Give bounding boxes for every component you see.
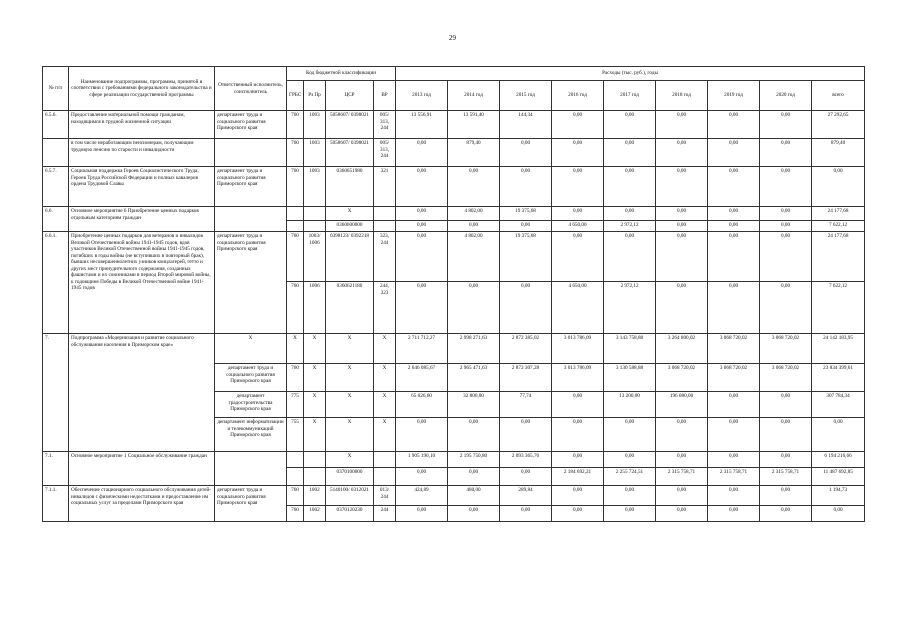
value-2016: 0,00 xyxy=(552,207,604,221)
value-2014: 879,40 xyxy=(448,139,500,167)
value-2019: 0,00 xyxy=(708,207,760,221)
value-total: 0,00 xyxy=(812,418,865,452)
row-csr: X xyxy=(326,418,374,452)
row-number: 6.5.7. xyxy=(43,167,69,207)
row-name: Основное мероприятие 6 Приобретение ценных подарков отдельным категориям граждан xyxy=(69,207,215,232)
header-expense-group: Расходы (тыс. руб.), годы xyxy=(396,67,865,81)
row-name: Подпрограмма «Модернизация и развитие социального обслуживания населения в Приморском крае» xyxy=(69,334,215,452)
header-year-2014: 2014 год xyxy=(448,81,500,111)
header-grbs: ГРБС xyxy=(287,81,304,111)
row-vr: X xyxy=(374,418,396,452)
value-2019: 0,00 xyxy=(708,452,760,468)
value-2017: 0,00 xyxy=(604,139,656,167)
value-2015: 0,00 xyxy=(500,506,552,522)
row-grbs: 760 xyxy=(287,139,304,167)
row-grbs: 755 xyxy=(287,418,304,452)
row-rzpr: 1006 xyxy=(304,282,326,334)
row-grbs: 775 xyxy=(287,392,304,418)
value-2020: 0,00 xyxy=(760,167,812,207)
row-executor xyxy=(215,207,287,232)
header-rzpr: Рз Пр xyxy=(304,81,326,111)
value-total: 7 622,12 xyxy=(812,282,865,334)
row-vr: 005/ 313, 244 xyxy=(374,139,396,167)
value-2020: 0,00 xyxy=(760,207,812,221)
value-total: 6 194 216,66 xyxy=(812,452,865,468)
value-2015: 2 872 385,02 xyxy=(500,334,552,364)
value-2019: 0,00 xyxy=(708,418,760,452)
row-csr: 0370120230 xyxy=(326,506,374,522)
value-2015: 0,00 xyxy=(500,468,552,486)
row-vr: X xyxy=(374,364,396,392)
row-grbs: 760 xyxy=(287,282,304,334)
row-vr: 323, 244 xyxy=(374,232,396,282)
value-2019: 2 315 758,71 xyxy=(708,468,760,486)
value-2018: 0,00 xyxy=(656,486,708,506)
value-2018: 0,00 xyxy=(656,207,708,221)
value-2018: 0,00 xyxy=(656,452,708,468)
value-total: 0,00 xyxy=(812,167,865,207)
header-year-2017: 2017 год xyxy=(604,81,656,111)
value-total: 24 177,68 xyxy=(812,207,865,221)
row-vr: 013/ 244 xyxy=(374,486,396,506)
value-2014: 2 965 471,63 xyxy=(448,364,500,392)
row-grbs: 760 xyxy=(287,364,304,392)
row-rzpr: 1003 xyxy=(304,139,326,167)
table-row xyxy=(43,452,865,468)
header-year-2013: 2013 год xyxy=(396,81,448,111)
value-total: 7 622,12 xyxy=(812,221,865,232)
value-2014: 4 802,00 xyxy=(448,207,500,221)
header-year-2016: 2016 год xyxy=(552,81,604,111)
row-rzpr: X xyxy=(304,392,326,418)
value-2015: 2 872 307,28 xyxy=(500,364,552,392)
value-2018: 0,00 xyxy=(656,282,708,334)
value-2013: 0,00 xyxy=(396,506,448,522)
row-number: 6.5.6. xyxy=(43,111,69,139)
row-number: 7. xyxy=(43,334,69,452)
row-grbs: X xyxy=(287,334,304,364)
value-2014: 0,00 xyxy=(448,167,500,207)
value-2019: 3 068 720,02 xyxy=(708,364,760,392)
value-2019: 0,00 xyxy=(708,111,760,139)
row-number: 6.6. xyxy=(43,207,69,232)
value-2020: 0,00 xyxy=(760,139,812,167)
value-2020: 0,00 xyxy=(760,221,812,232)
value-2018: 0,00 xyxy=(656,111,708,139)
header-vr: ВР xyxy=(374,81,396,111)
row-number: 7.1. xyxy=(43,452,69,486)
value-2016: 4 650,00 xyxy=(552,221,604,232)
row-csr: X xyxy=(326,364,374,392)
value-2017: 0,00 xyxy=(604,418,656,452)
row-executor: департамент труда и социального развития Приморского края xyxy=(215,232,287,282)
value-2020: 3 068 720,02 xyxy=(760,364,812,392)
value-2013: 0,00 xyxy=(396,207,448,221)
value-2020: 0,00 xyxy=(760,111,812,139)
value-2019: 0,00 xyxy=(708,232,760,282)
value-2017: 0,00 xyxy=(604,111,656,139)
row-csr: 0360600000 xyxy=(326,221,374,232)
row-name: Социальная поддержка Героев Социалистического Труда, Героев Труда Российской Федерации и полных кавалеров ордена Трудовой Славы xyxy=(69,167,215,207)
row-csr: 5140100/ 0312021 xyxy=(326,486,374,506)
row-name: Приобретение ценных подарков для ветеранов и инвалидов Великой Отечественной войны 1941-1945 годов, вдов участников Великой Отечественной войны 1941-1945 годов, погибших в годы войны (не вступивших в повторный брак), бывших несовершеннолетних узников концлагерей, гетто и других мест принудительного содержания, созданных фашистами и их союзниками в период Второй мировой войны, к годовщине Победы в Великой Отечественной войне 1941-1945 годов xyxy=(69,232,215,334)
value-2016: 0,00 xyxy=(552,167,604,207)
value-2013: 0,00 xyxy=(396,167,448,207)
value-2020: 0,00 xyxy=(760,282,812,334)
value-total: 307 784,34 xyxy=(812,392,865,418)
row-number xyxy=(43,139,69,167)
value-2017: 2 255 724,51 xyxy=(604,468,656,486)
value-2016: 0,00 xyxy=(552,418,604,452)
value-2013: 1 905 190,10 xyxy=(396,452,448,468)
value-2015: 0,00 xyxy=(500,282,552,334)
value-2015: 144,34 xyxy=(500,111,552,139)
value-2015: 0,00 xyxy=(500,167,552,207)
value-2014: 0,00 xyxy=(448,282,500,334)
row-rzpr: X xyxy=(304,334,326,364)
value-2015: 0,00 xyxy=(500,139,552,167)
row-grbs xyxy=(287,468,304,486)
row-rzpr xyxy=(304,468,326,486)
row-grbs xyxy=(287,452,304,468)
table-row xyxy=(43,167,865,207)
value-2017: 0,00 xyxy=(604,486,656,506)
value-2013: 424,89 xyxy=(396,486,448,506)
row-executor xyxy=(215,452,287,486)
table-row xyxy=(43,139,865,167)
value-2019: 0,00 xyxy=(708,282,760,334)
table-row xyxy=(43,232,865,282)
row-executor: департамент труда и социального развития Приморского края xyxy=(215,364,287,392)
header-year-2019: 2019 год xyxy=(708,81,760,111)
row-executor: департамент информатизации и телекоммуникаций Приморского края xyxy=(215,418,287,452)
value-2013: 65 626,60 xyxy=(396,392,448,418)
row-name: Основное мероприятие 1 Социальное обслуживание граждан xyxy=(69,452,215,486)
value-total: 24 177,68 xyxy=(812,232,865,282)
page-number: 29 xyxy=(449,34,456,42)
value-2017: 3 130 588,88 xyxy=(604,364,656,392)
header-csr: ЦСР xyxy=(326,81,374,111)
value-2013: 2 711 712,27 xyxy=(396,334,448,364)
table-row xyxy=(43,111,865,139)
value-2014: 480,00 xyxy=(448,486,500,506)
value-2016: 4 650,00 xyxy=(552,282,604,334)
value-2016: 0,00 xyxy=(552,506,604,522)
value-2018: 0,00 xyxy=(656,232,708,282)
row-vr xyxy=(374,207,396,221)
value-2013: 0,00 xyxy=(396,221,448,232)
row-vr: 321 xyxy=(374,167,396,207)
value-2013: 0,00 xyxy=(396,232,448,282)
value-2017: 0,00 xyxy=(604,506,656,522)
value-total: 0,00 xyxy=(812,506,865,522)
row-csr: 0398123/ 0392218 xyxy=(326,232,374,282)
row-csr: X xyxy=(326,207,374,221)
row-executor xyxy=(215,282,287,334)
value-2016: 0,00 xyxy=(552,232,604,282)
value-2019: 0,00 xyxy=(708,392,760,418)
value-2019: 0,00 xyxy=(708,139,760,167)
value-2017: 0,00 xyxy=(604,232,656,282)
value-2017: 3 143 758,88 xyxy=(604,334,656,364)
row-vr: 244 xyxy=(374,506,396,522)
row-rzpr: 1003/ 1006 xyxy=(304,232,326,282)
row-rzpr xyxy=(304,452,326,468)
value-2016: 0,00 xyxy=(552,392,604,418)
table-row xyxy=(43,486,865,506)
value-2014: 4 802,00 xyxy=(448,232,500,282)
value-2015: 19 375,68 xyxy=(500,207,552,221)
value-2018: 0,00 xyxy=(656,418,708,452)
value-2018: 196 080,00 xyxy=(656,392,708,418)
row-rzpr: X xyxy=(304,364,326,392)
row-csr: 0360621180 xyxy=(326,282,374,334)
value-2015: 2 093 365,76 xyxy=(500,452,552,468)
value-2016: 0,00 xyxy=(552,452,604,468)
row-grbs: 760 xyxy=(287,167,304,207)
value-2017: 2 972,12 xyxy=(604,221,656,232)
row-csr: 5058607/ 0398021 xyxy=(326,111,374,139)
row-csr: X xyxy=(326,334,374,364)
row-vr: 005/ 313, 244 xyxy=(374,111,396,139)
row-name: в том числе неработающим пенсионерам, получающим трудовую пенсию по старости и инвалидности xyxy=(69,139,215,167)
row-vr xyxy=(374,221,396,232)
value-2020: 0,00 xyxy=(760,452,812,468)
value-2020: 0,00 xyxy=(760,392,812,418)
row-executor: департамент труда и социального развития Приморского края xyxy=(215,111,287,139)
row-rzpr: X xyxy=(304,418,326,452)
row-csr: 0370100000 xyxy=(326,468,374,486)
value-2013: 13 556,91 xyxy=(396,111,448,139)
row-rzpr: 1003 xyxy=(304,167,326,207)
value-2019: 0,00 xyxy=(708,486,760,506)
value-2018: 3 068 720,02 xyxy=(656,364,708,392)
row-rzpr: 1002 xyxy=(304,486,326,506)
row-csr: X xyxy=(326,392,374,418)
row-rzpr xyxy=(304,207,326,221)
value-2017: 2 972,12 xyxy=(604,282,656,334)
value-total: 23 834 399,61 xyxy=(812,364,865,392)
table-row xyxy=(43,207,865,221)
value-2013: 0,00 xyxy=(396,418,448,452)
row-csr: 0360651980 xyxy=(326,167,374,207)
row-csr: 5058607/ 0398021 xyxy=(326,139,374,167)
header-num: № п/п xyxy=(43,67,69,111)
value-2016: 2 184 692,21 xyxy=(552,468,604,486)
row-rzpr xyxy=(304,221,326,232)
value-2018: 0,00 xyxy=(656,139,708,167)
row-rzpr: 1003 xyxy=(304,111,326,139)
header-name: Наименование подпрограммы, программы, принятой в соответствии с требованиями федерального законодательства и сфере реализации государственной программы xyxy=(69,67,215,111)
value-2014: 13 591,40 xyxy=(448,111,500,139)
value-2018: 0,00 xyxy=(656,221,708,232)
value-2013: 0,00 xyxy=(396,139,448,167)
row-vr: X xyxy=(374,392,396,418)
value-total: 27 292,65 xyxy=(812,111,865,139)
budget-table xyxy=(42,66,865,522)
value-2016: 0,00 xyxy=(552,139,604,167)
value-2016: 3 013 786,09 xyxy=(552,334,604,364)
value-2016: 3 013 786,09 xyxy=(552,364,604,392)
row-vr: X xyxy=(374,334,396,364)
value-2020: 0,00 xyxy=(760,232,812,282)
value-2017: 0,00 xyxy=(604,167,656,207)
value-2018: 2 315 758,71 xyxy=(656,468,708,486)
value-total: 11 487 692,85 xyxy=(812,468,865,486)
value-2017: 0,00 xyxy=(604,452,656,468)
table-row xyxy=(43,334,865,364)
value-2015: 0,00 xyxy=(500,418,552,452)
row-rzpr: 1002 xyxy=(304,506,326,522)
value-2018: 3 264 800,02 xyxy=(656,334,708,364)
header-executor: Ответственный исполнитель, соисполнитель xyxy=(215,67,287,111)
value-2015: 289,84 xyxy=(500,486,552,506)
value-2014: 0,00 xyxy=(448,506,500,522)
value-2015: 19 375,68 xyxy=(500,232,552,282)
value-2020: 0,00 xyxy=(760,506,812,522)
value-2019: 0,00 xyxy=(708,506,760,522)
value-total: 879,40 xyxy=(812,139,865,167)
row-executor xyxy=(215,139,287,167)
value-2015: 77,74 xyxy=(500,392,552,418)
row-vr xyxy=(374,468,396,486)
value-2016: 0,00 xyxy=(552,486,604,506)
row-executor: департамент труда и социального развития Приморского края xyxy=(215,486,287,522)
value-2020: 0,00 xyxy=(760,418,812,452)
row-name: Предоставление материальной помощи гражданам, находящимся в трудной жизненной ситуации xyxy=(69,111,215,139)
row-grbs: 760 xyxy=(287,506,304,522)
value-2014: 2 998 271,63 xyxy=(448,334,500,364)
value-2014: 32 800,00 xyxy=(448,392,500,418)
value-2014: 0,00 xyxy=(448,468,500,486)
row-grbs xyxy=(287,221,304,232)
value-2014: 0,00 xyxy=(448,221,500,232)
value-2018: 0,00 xyxy=(656,506,708,522)
row-csr: X xyxy=(326,452,374,468)
value-2019: 0,00 xyxy=(708,221,760,232)
value-2019: 3 068 720,02 xyxy=(708,334,760,364)
value-2020: 0,00 xyxy=(760,486,812,506)
value-2018: 0,00 xyxy=(656,167,708,207)
value-2016: 0,00 xyxy=(552,111,604,139)
row-executor: департамент градостроительства Приморского края xyxy=(215,392,287,418)
row-number: 7.1.1. xyxy=(43,486,69,522)
value-2014: 2 195 750,80 xyxy=(448,452,500,468)
row-vr xyxy=(374,452,396,468)
row-executor: департамент труда и социального развития Приморского края xyxy=(215,167,287,207)
value-2019: 0,00 xyxy=(708,167,760,207)
value-2014: 0,00 xyxy=(448,418,500,452)
value-total: 24 142 183,95 xyxy=(812,334,865,364)
value-2015: 0,00 xyxy=(500,221,552,232)
value-2013: 0,00 xyxy=(396,468,448,486)
header-year-2018: 2018 год xyxy=(656,81,708,111)
value-2013: 0,00 xyxy=(396,282,448,334)
row-executor: X xyxy=(215,334,287,364)
value-2017: 13 200,00 xyxy=(604,392,656,418)
value-total: 1 194,73 xyxy=(812,486,865,506)
row-grbs: 760 xyxy=(287,111,304,139)
value-2013: 2 646 085,67 xyxy=(396,364,448,392)
row-grbs: 760 xyxy=(287,486,304,506)
row-vr: 244, 323 xyxy=(374,282,396,334)
value-2020: 2 315 758,71 xyxy=(760,468,812,486)
header-year-2020: 2020 год xyxy=(760,81,812,111)
row-grbs xyxy=(287,207,304,221)
header-code-group: Код бюджетной классификации xyxy=(287,67,396,81)
header-total: всего xyxy=(812,81,865,111)
value-2020: 3 068 720,02 xyxy=(760,334,812,364)
row-number: 6.6.1. xyxy=(43,232,69,334)
header-year-2015: 2015 год xyxy=(500,81,552,111)
row-grbs: 760 xyxy=(287,232,304,282)
row-name: Обеспечение стационарного социального обслуживания детей-инвалидов с физическими недостатками и предоставление им социальных услуг за пределами Приморского края xyxy=(69,486,215,522)
value-2017: 0,00 xyxy=(604,207,656,221)
